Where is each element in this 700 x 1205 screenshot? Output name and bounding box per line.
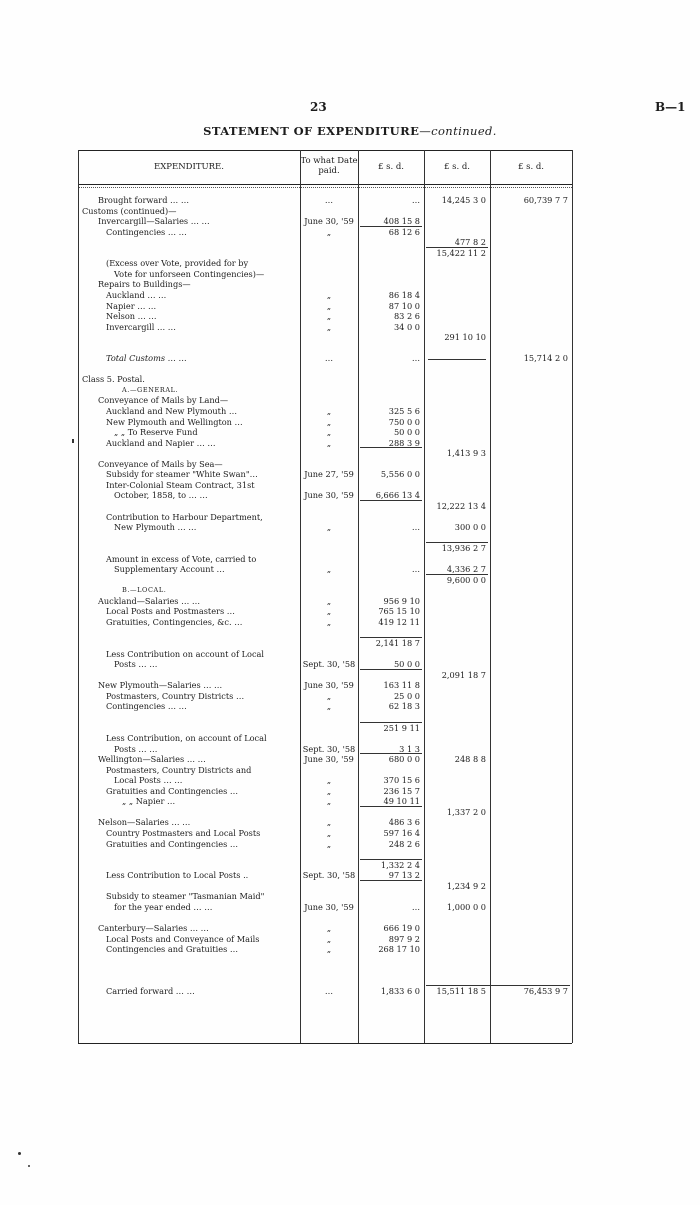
row-amount-a2: 15,422 11 2 [436, 247, 486, 258]
row-description: B.—LOCAL. [122, 586, 167, 595]
row-amount-a1: 83 2 6 [393, 311, 420, 322]
table-row [78, 385, 572, 396]
row-amount-a2: 13,936 2 7 [441, 543, 486, 554]
table-row [78, 364, 572, 375]
row-description: New Plymouth … … [114, 522, 197, 533]
row-amount-a1: 6,666 13 4 [375, 490, 420, 501]
table-row [78, 786, 572, 797]
row-amount-a1: 86 18 4 [388, 289, 420, 300]
table-row [78, 311, 572, 322]
row-date: „ [326, 289, 332, 300]
row-amount-a1: 3 1 3 [399, 743, 420, 754]
table-row [78, 628, 572, 639]
row-description: Contribution to Harbour Department, [106, 511, 263, 522]
table-row [78, 670, 572, 681]
header-dotted-rule [78, 187, 572, 188]
row-date: … [324, 353, 334, 364]
table-row [78, 659, 572, 670]
row-date: June 30, '59 [304, 216, 354, 227]
row-amount-a2: 15,511 18 5 [436, 986, 486, 997]
table-row [78, 807, 572, 818]
table-row [78, 617, 572, 628]
row-amount-a1: 5,556 0 0 [380, 469, 420, 480]
row-amount-a1: 956 9 10 [383, 595, 420, 606]
row-date: „ [326, 606, 332, 617]
table-row [78, 955, 572, 966]
row-date: „ [326, 226, 332, 237]
row-date: „ [326, 701, 332, 712]
row-description: (Excess over Vote, provided for by [106, 258, 249, 269]
row-date: June 30, '59 [304, 680, 354, 691]
row-date: „ [326, 300, 332, 311]
row-description: Customs (continued)— [82, 205, 177, 216]
row-description: Brought forward … … [98, 195, 190, 205]
table-row [78, 522, 572, 533]
row-description: Carried forward … … [106, 986, 195, 997]
row-date: „ [326, 437, 332, 448]
row-amount-a1: 1,332 2 4 [380, 859, 420, 870]
row-amount-a3: 60,739 7 7 [523, 195, 568, 205]
row-date: Sept. 30, '58 [302, 743, 356, 754]
page-title [0, 124, 700, 138]
table-row [78, 448, 572, 459]
table-row [78, 332, 572, 343]
table-row [78, 680, 572, 691]
col-rule-right [572, 150, 573, 1043]
row-date: „ [326, 416, 332, 427]
row-description: Postmasters, Country Districts … [106, 690, 245, 701]
page-reference: B—1 [655, 100, 686, 114]
row-amount-a2: 248 8 8 [454, 754, 486, 765]
row-amount-a1: 750 0 0 [388, 416, 420, 427]
row-amount-a1: 408 15 8 [383, 216, 420, 227]
table-row [78, 828, 572, 839]
row-date: June 27, '59 [304, 469, 354, 480]
row-date: „ [326, 427, 332, 438]
row-amount-a1: 97 13 2 [388, 870, 420, 881]
table-row [78, 480, 572, 491]
row-description: Auckland and New Plymouth … [106, 406, 238, 416]
table-row [78, 206, 572, 217]
stray-mark [28, 1165, 30, 1167]
row-description: Country Postmasters and Local Posts [106, 828, 261, 838]
table-row [78, 965, 572, 976]
table-row [78, 986, 572, 997]
row-description: Local Posts and Conveyance of Mails [106, 933, 260, 944]
table-row [78, 248, 572, 259]
table-row [78, 733, 572, 744]
row-date: „ [326, 775, 332, 786]
table-row [78, 723, 572, 734]
table-row [78, 944, 572, 955]
row-amount-a2: 1,337 2 0 [446, 806, 486, 817]
row-description: Posts … … [114, 743, 158, 754]
row-amount-a1: 163 11 8 [383, 680, 420, 691]
table-row [78, 353, 572, 364]
row-amount-a1: … [411, 564, 420, 575]
row-date: „ [326, 406, 332, 416]
row-date: „ [326, 321, 332, 332]
row-amount-a1: … [411, 522, 420, 533]
table-row [78, 417, 572, 428]
row-description: Nelson—Salaries … … [98, 817, 191, 828]
expenditure-table [78, 150, 572, 1043]
table-row [78, 501, 572, 512]
header-bottom-rule [78, 184, 572, 185]
row-amount-a2: 2,091 18 7 [441, 669, 486, 680]
row-date: „ [326, 828, 332, 838]
table-top-rule [78, 150, 572, 151]
row-description: Vote for unforseen Contingencies)— [114, 268, 265, 279]
table-row [78, 438, 572, 449]
row-amount-a1: 666 19 0 [383, 922, 420, 933]
table-row [78, 881, 572, 892]
row-description: Less Contribution on account of Local [106, 648, 265, 659]
row-amount-a1: 2,141 18 7 [375, 638, 420, 649]
table-row [78, 469, 572, 480]
row-amount-a1: … [411, 353, 420, 364]
row-amount-a1: 50 0 0 [393, 427, 420, 438]
row-amount-a1: 680 0 0 [388, 754, 420, 765]
row-amount-a1: 419 12 11 [378, 617, 420, 627]
table-row [78, 290, 572, 301]
row-amount-a1: 288 3 9 [388, 437, 420, 448]
table-row [78, 564, 572, 575]
row-amount-a1: 370 15 6 [383, 775, 420, 786]
row-description: Local Posts … … [114, 775, 183, 786]
row-description: Nelson … … [106, 311, 157, 322]
header-date: To what Date paid. [300, 156, 358, 176]
table-row [78, 374, 572, 385]
row-description: Canterbury—Salaries … … [98, 922, 209, 933]
row-description: October, 1858, to … … [114, 490, 208, 501]
row-amount-a2: 291 10 10 [444, 332, 486, 343]
row-description: Napier … … [106, 300, 157, 311]
row-amount-a1: 34 0 0 [393, 321, 420, 332]
row-amount-a1: 251 9 11 [383, 722, 420, 733]
row-amount-a2: 300 0 0 [454, 522, 486, 533]
row-amount-a2: 477 8 2 [454, 237, 486, 248]
row-description: for the year ended … … [114, 901, 213, 912]
table-row [78, 258, 572, 269]
row-date: „ [326, 785, 332, 796]
table-row [78, 701, 572, 712]
header-col1: £ s. d. [377, 162, 405, 172]
row-date: … [324, 195, 334, 205]
table-row [78, 216, 572, 227]
row-amount-a1: … [411, 901, 420, 912]
table-row [78, 459, 572, 470]
row-date: Sept. 30, '58 [302, 659, 356, 670]
table-row [78, 775, 572, 786]
row-description: A.—GENERAL. [122, 385, 179, 394]
row-description: Invercargill … … [106, 321, 176, 332]
row-date: June 30, '59 [304, 490, 354, 501]
row-date: „ [326, 796, 332, 807]
row-amount-a1: 50 0 0 [393, 659, 420, 670]
row-description: Subsidy for steamer "White Swan"… [106, 469, 258, 480]
row-date: June 30, '59 [304, 901, 354, 912]
row-amount-a1: 49 10 11 [383, 796, 420, 807]
table-row [78, 490, 572, 501]
row-amount-a2: 4,336 2 7 [446, 564, 486, 575]
table-row [78, 533, 572, 544]
row-description: „ „ To Reserve Fund [114, 427, 198, 438]
stray-mark [72, 439, 74, 443]
table-row [78, 596, 572, 607]
row-description: Gratuities and Contingencies … [106, 838, 239, 849]
row-date: „ [326, 838, 332, 849]
row-amount-a3: 15,714 2 0 [523, 353, 568, 364]
row-date: „ [326, 311, 332, 322]
row-description: Contingencies and Gratuities … [106, 944, 239, 955]
row-date: „ [326, 922, 332, 933]
row-amount-a2: 9,600 0 0 [446, 574, 486, 585]
row-date: „ [326, 933, 332, 944]
table-row [78, 575, 572, 586]
row-date: „ [326, 944, 332, 955]
row-description: Repairs to Buildings— [98, 279, 191, 290]
table-row [78, 870, 572, 881]
row-description: Auckland—Salaries … … [98, 595, 201, 606]
row-description: Conveyance of Mails by Land— [98, 395, 229, 406]
row-description: Invercargill—Salaries … … [98, 216, 210, 227]
row-date: „ [326, 595, 332, 606]
row-date: … [324, 986, 334, 997]
stray-mark [18, 1152, 21, 1155]
row-amount-a1: 87 10 0 [388, 300, 420, 311]
table-row [78, 839, 572, 850]
table-row [78, 860, 572, 871]
table-row [78, 322, 572, 333]
header-expenditure: EXPENDITURE. [154, 162, 224, 172]
row-description: Supplementary Account … [114, 564, 225, 575]
row-description: Inter-Colonial Steam Contract, 31st [106, 479, 255, 490]
header-col3: £ s. d. [517, 162, 545, 172]
row-description: Local Posts and Postmasters … [106, 606, 235, 617]
row-amount-a2: 1,234 9 2 [446, 880, 486, 891]
row-description: Posts … … [114, 659, 158, 670]
row-description: Total Customs … … [106, 353, 187, 364]
row-description: New Plymouth and Wellington … [106, 416, 243, 427]
row-description: Gratuities and Contingencies … [106, 785, 239, 796]
table-row [78, 902, 572, 913]
row-amount-a1: … [411, 195, 420, 205]
table-row [78, 269, 572, 280]
row-description: Gratuities, Contingencies, &c. … [106, 617, 243, 627]
row-amount-a1: 1,833 6 0 [380, 986, 420, 997]
row-description: Class 5. Postal. [82, 374, 145, 385]
table-row [78, 195, 572, 206]
row-amount-a1: 25 0 0 [393, 690, 420, 701]
table-row [78, 279, 572, 290]
table-row [78, 796, 572, 807]
row-amount-a2: 14,245 3 0 [441, 195, 486, 205]
row-date: „ [326, 617, 332, 627]
row-description: Amount in excess of Vote, carried to [106, 553, 257, 564]
table-row [78, 912, 572, 923]
row-amount-a1: 765 15 10 [378, 606, 420, 617]
table-bottom-rule [78, 1043, 572, 1044]
table-row [78, 237, 572, 248]
table-row [78, 754, 572, 765]
row-amount-a2: 1,413 9 3 [446, 448, 486, 459]
row-date: „ [326, 522, 332, 533]
table-row [78, 406, 572, 417]
row-date: „ [326, 564, 332, 575]
row-amount-a2: 1,000 0 0 [446, 901, 486, 912]
table-row [78, 543, 572, 554]
row-amount-a3: 76,453 9 7 [523, 986, 568, 997]
row-description: Wellington—Salaries … … [98, 754, 206, 765]
table-row [78, 712, 572, 723]
row-description: Postmasters, Country Districts and [106, 764, 252, 775]
title-continued: —continued. [419, 124, 497, 138]
table-row [78, 934, 572, 945]
row-date: „ [326, 690, 332, 701]
table-row [78, 744, 572, 755]
row-amount-a2: 12,222 13 4 [436, 500, 486, 511]
row-amount-a1: 236 15 7 [383, 785, 420, 796]
row-description: Contingencies … … [106, 701, 187, 712]
table-row [78, 649, 572, 660]
table-row [78, 817, 572, 828]
table-row [78, 512, 572, 523]
table-row [78, 923, 572, 934]
table-row [78, 301, 572, 312]
table-row [78, 849, 572, 860]
row-description: Auckland … … [106, 289, 167, 300]
row-amount-a1: 486 3 6 [388, 817, 420, 828]
table-row [78, 427, 572, 438]
table-row [78, 891, 572, 902]
row-amount-a1: 268 17 10 [378, 944, 420, 955]
row-description: „ „ Napier … [122, 796, 176, 807]
row-date: „ [326, 817, 332, 828]
page-number: 23 [310, 100, 327, 114]
row-description: Conveyance of Mails by Sea— [98, 458, 223, 469]
table-row [78, 585, 572, 596]
row-amount-a1: 897 9 2 [388, 933, 420, 944]
table-row [78, 554, 572, 565]
row-amount-a1: 62 18 3 [388, 701, 420, 712]
row-amount-a1: 597 16 4 [383, 828, 420, 838]
row-amount-a1: 68 12 6 [388, 226, 420, 237]
row-date: June 30, '59 [304, 754, 354, 765]
row-description: Contingencies … … [106, 226, 187, 237]
table-row [78, 606, 572, 617]
row-description: New Plymouth—Salaries … … [98, 680, 223, 691]
row-amount-a1: 325 5 6 [388, 406, 420, 416]
row-amount-a1: 248 2 6 [388, 838, 420, 849]
row-description: Less Contribution, on account of Local [106, 733, 267, 744]
table-row [78, 395, 572, 406]
row-description: Auckland and Napier … … [106, 437, 216, 448]
row-description: Less Contribution to Local Posts .. [106, 870, 249, 881]
row-date: Sept. 30, '58 [302, 870, 356, 881]
title-main: STATEMENT OF EXPENDITURE [203, 124, 420, 138]
table-row [78, 765, 572, 776]
row-description: Subsidy to steamer "Tasmanian Maid" [106, 891, 265, 902]
table-row [78, 343, 572, 354]
table-row [78, 227, 572, 238]
header-col2: £ s. d. [443, 162, 471, 172]
table-row [78, 638, 572, 649]
table-row [78, 691, 572, 702]
